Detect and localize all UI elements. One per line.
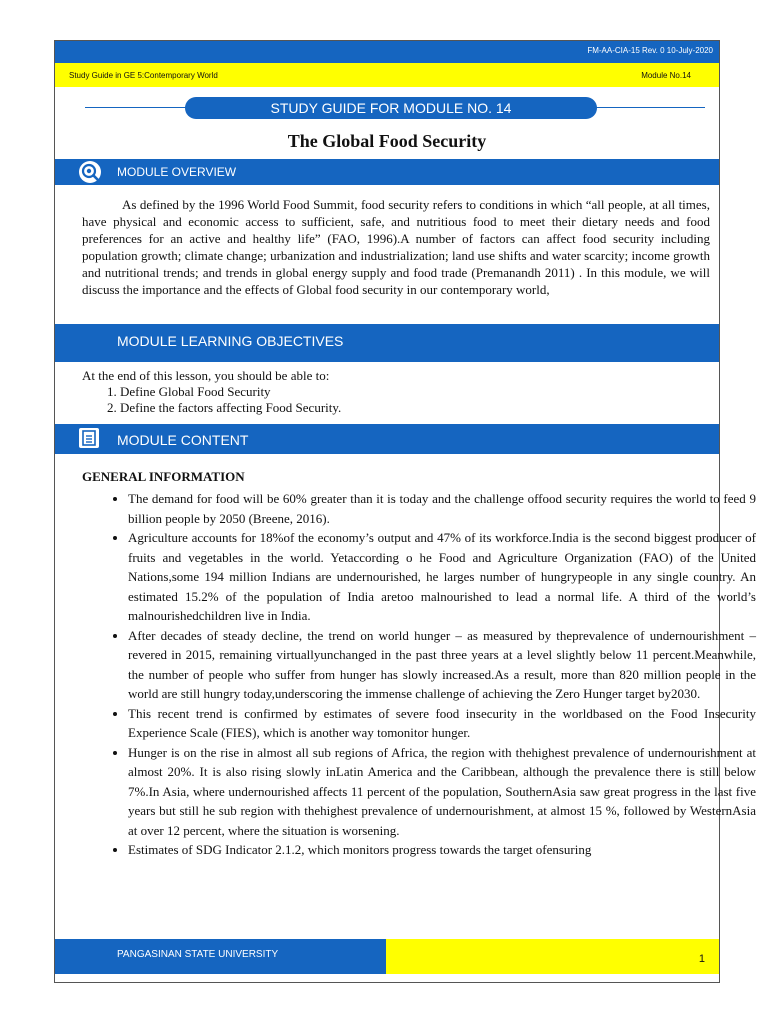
overview-paragraph: As defined by the 1996 World Food Summit, food security refers to conditions in which “all people, at all times, have physical and economic access to sufficient, safe, and nutritious food to meet their dietary needs and food preferences for an active and healthy life” (FAO, 1996).A number of factors can affect food security including population growth; climate change; urbanization and industrialization; land use shifts and water scarcity; income growth and nutritional trends; and trends in global energy supply and food trade (Premanandh 2011) . In this module, we will discuss the importance and the effects of Global food security in our contemporary world, xyxy=(82,197,710,297)
list-item: • Estimates of SDG Indicator 2.1.2, which monitors progress towards the target ofensuring xyxy=(128,840,756,860)
page-number: 1 xyxy=(698,953,705,965)
module-number: Module No.14 xyxy=(641,71,691,80)
list-item: • The demand for food will be 60% greater than it is today and the challenge offood security requires the world to feed 9 billion people by 2050 (Breene, 2016). xyxy=(128,489,756,528)
guide-subject: Study Guide in GE 5:Contemporary World xyxy=(69,71,218,80)
objective-item: 2. Define the factors affecting Food Security. xyxy=(120,400,702,416)
learning-objectives-heading-bar xyxy=(55,324,719,362)
form-code: FM-AA-CIA-15 Rev. 0 10-July-2020 xyxy=(587,46,713,55)
list-item: • After decades of steady decline, the trend on world hunger – as measured by theprevalence of undernourishment – revered in 2015, remaining virtuallyunchanged in the past three years at a level slightly below 11 percent.Meanwhile, the number of people who suffer from hunger has slowly increased.As a result, more than 820 million people in the world are still hungry today,underscoring the immense challenge of achieving the Zero Hunger target by2030. xyxy=(128,626,756,704)
objectives-list xyxy=(82,384,702,416)
university-name: PANGASINAN STATE UNIVERSITY xyxy=(117,949,279,960)
module-content-heading-bar xyxy=(55,424,719,454)
document-icon xyxy=(79,428,99,448)
top-bar xyxy=(55,41,719,63)
learning-objectives-heading: MODULE LEARNING OBJECTIVES xyxy=(117,333,344,349)
study-guide-banner: STUDY GUIDE FOR MODULE NO. 14 xyxy=(185,97,597,119)
page xyxy=(54,40,756,983)
list-item: • Hunger is on the rise in almost all sub regions of Africa, the region with thehighest prevalence of undernourishment at almost 20%. It is also rising slowly inLatin America and the Caribbean, although the prevalence there is still below 7%.In Asia, where undernourished affects 11 percent of the population, SouthernAsia saw great progress in the last five years but still he sub region with thehighest prevalence of undernourishment, at almost 15 %, followed by WesternAsia at over 12 percent, where the situation is worsening. xyxy=(128,743,756,841)
list-item: • This recent trend is confirmed by estimates of severe food insecurity in the worldbased on the Food Insecurity Experience Scale (FIES), which is another way tomonitor hunger. xyxy=(128,704,756,743)
module-overview-heading: MODULE OVERVIEW xyxy=(117,165,237,179)
document-title: The Global Food Security xyxy=(287,131,487,151)
footer-page-band xyxy=(386,939,719,974)
page-footer xyxy=(55,939,719,974)
list-item: • Agriculture accounts for 18%of the economy’s output and 47% of its workforce.India is the second biggest producer of fruits and vegetables in the world. Yetaccording o he Food and Agriculture Organization (FAO) of the United Nations,some 194 million Indians are undernourished, he larges number of hungrypeople in any single country. An estimated 15.2% of the population of India aretoo malnourished to lead a normal life. A third of the world’s malnourishedchildren live in India. xyxy=(128,528,756,626)
footer-university-band xyxy=(55,939,386,974)
objective-item: 1. Define Global Food Security xyxy=(120,384,702,400)
module-content-heading: MODULE CONTENT xyxy=(117,432,249,448)
objectives-intro: At the end of this lesson, you should be able to: xyxy=(82,368,330,383)
content-bullet-list xyxy=(82,489,756,860)
module-overview-heading-bar xyxy=(55,159,719,185)
general-information-heading: GENERAL INFORMATION xyxy=(82,469,245,484)
header-bar xyxy=(55,63,719,87)
objectives-block xyxy=(82,368,702,416)
magnifier-icon xyxy=(79,161,101,183)
